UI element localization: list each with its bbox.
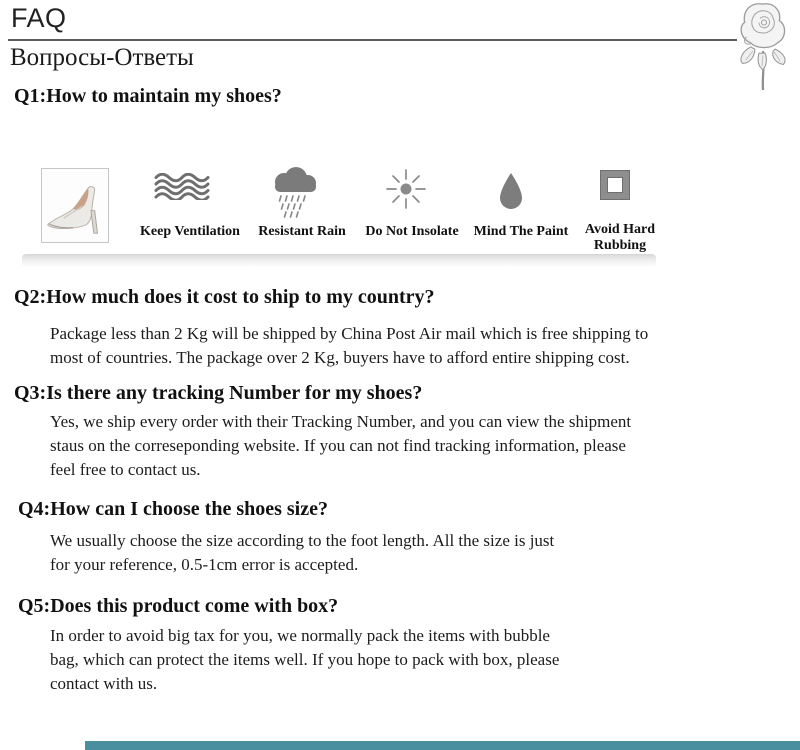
question-1-heading: Q1:How to maintain my shoes? [14,85,282,107]
bottom-accent-bar [85,741,800,750]
question-5-answer: In order to avoid big tax for you, we normally pack the items with bubble bag, which can protect the items well. If you hope to pack with box, please contact with us. [50,626,560,693]
header-divider [8,39,737,41]
sun-label: Do Not Insolate [365,224,459,239]
ventilation-icon [153,173,215,205]
question-3-answer: Yes, we ship every order with their Tracking Number, and you can view the shipment staus on the correseponding website. If you can not find tracking information, please feel free to contact us. [50,412,632,479]
high-heel-shoe-image [45,173,105,239]
page-title: FAQ [11,3,67,33]
ventilation-label: Keep Ventilation [140,224,240,239]
question-4-answer: We usually choose the size according to the foot length. All the size is just for your reference, 0.5-1cm error is accepted. [50,531,555,574]
water-drop-icon [497,171,525,216]
question-2-answer: Package less than 2 Kg will be shipped by China Post Air mail which is free shipping to most of countries. The package over 2 Kg, buyers have to afford entire shipping cost. [50,324,649,367]
rain-cloud-icon [271,167,319,226]
rain-label: Resistant Rain [258,224,346,239]
page-subtitle-russian: Вопросы-Ответы [10,44,194,71]
paint-label: Mind The Paint [473,224,569,239]
rubbing-label: Avoid Hard Rubbing [584,222,656,253]
question-3-heading: Q3:Is there any tracking Number for my shoes? [14,382,423,404]
question-4-heading: Q4:How can I choose the shoes size? [18,498,328,520]
square-frame-icon [601,171,629,199]
rose-sketch-illustration [730,0,796,97]
question-5-heading: Q5:Does this product come with box? [18,595,339,617]
sun-icon [384,167,428,216]
section-shadow-divider [22,254,656,267]
question-2-heading: Q2:How much does it cost to ship to my country? [14,286,435,308]
shoe-photo-thumbnail [41,168,109,243]
